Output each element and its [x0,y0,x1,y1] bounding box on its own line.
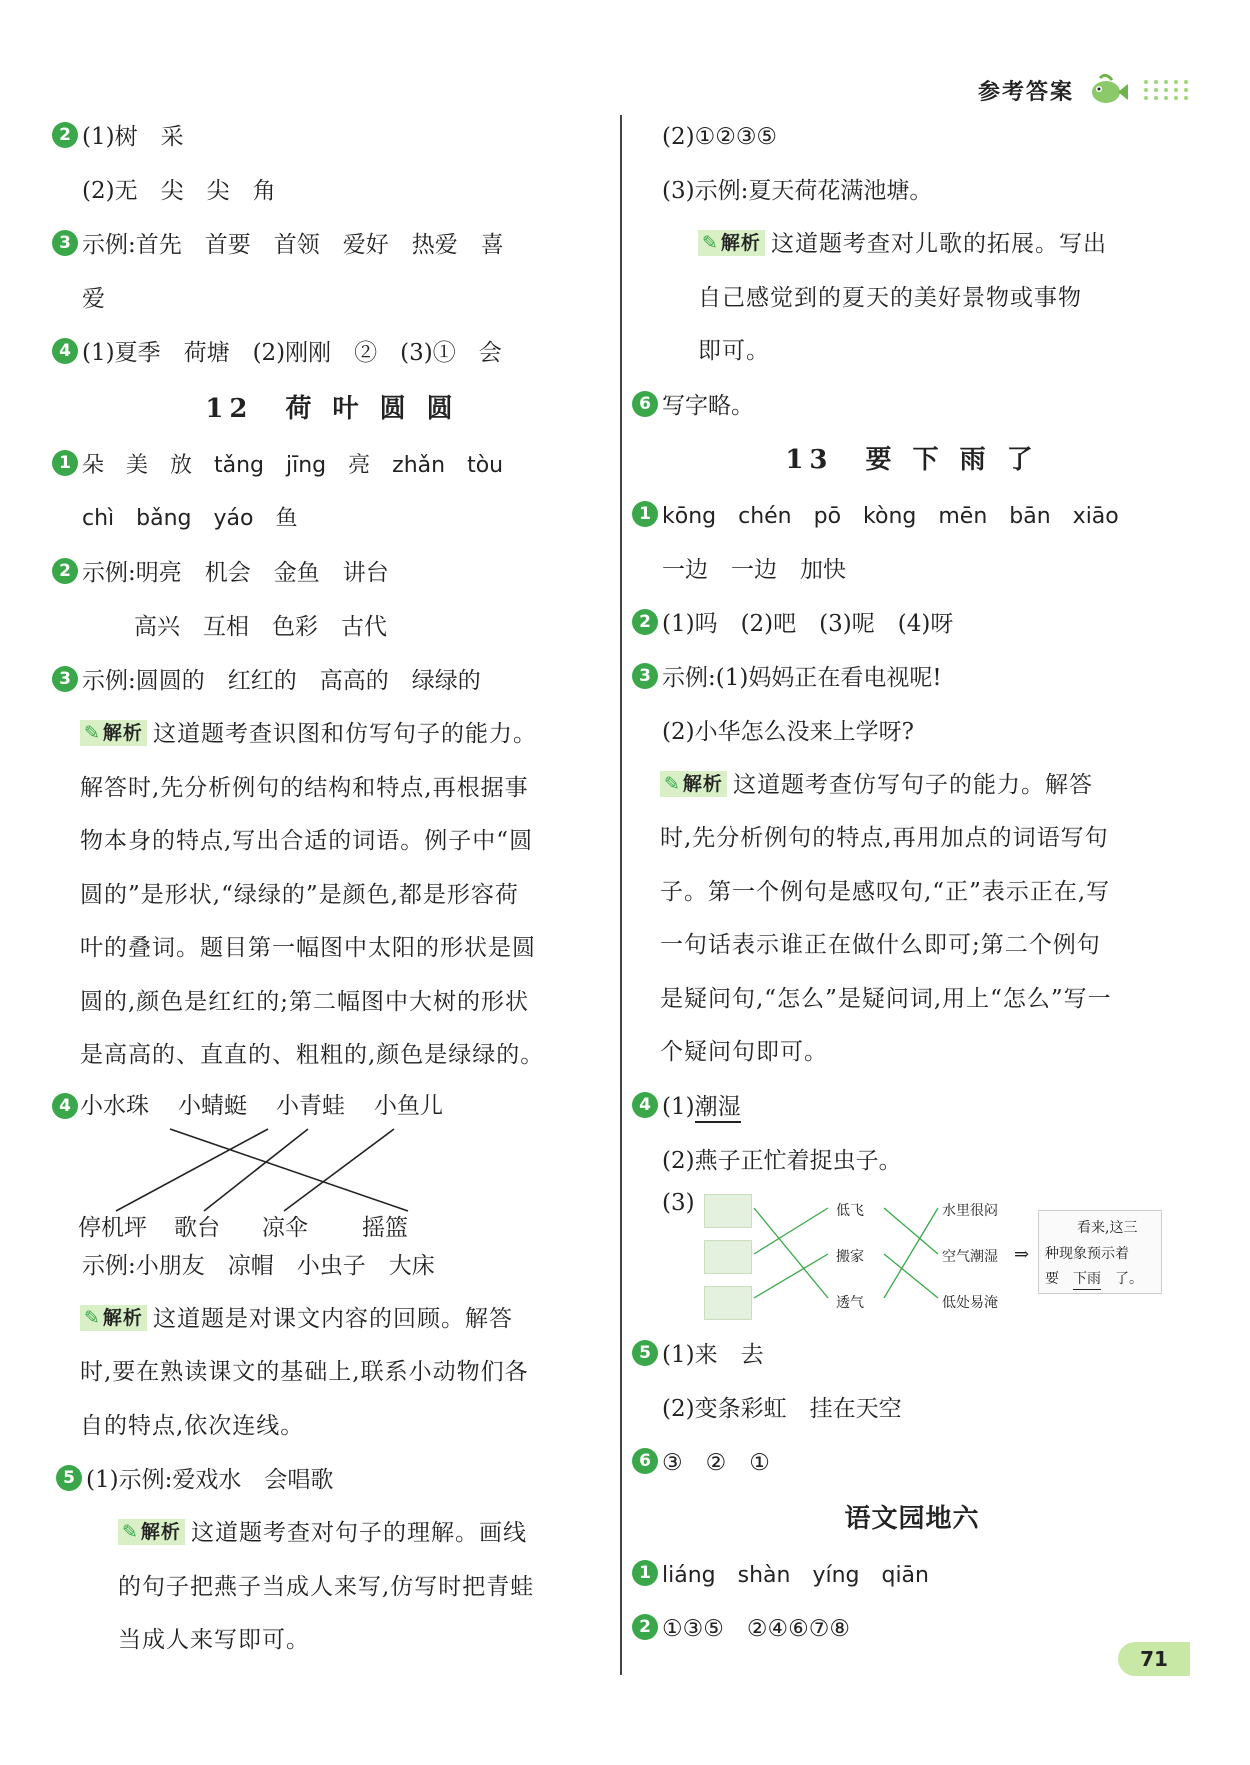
question-number-badge: 5 [632,1340,658,1366]
left-q2-line-a [52,110,612,164]
analysis-text: 这道题考查仿写句子的能力。解答 [732,771,1093,798]
analysis-tag: ✎ 解析 [80,720,147,746]
answer-text: chì bǎng yáo 鱼 [82,506,298,531]
analysis-block [632,218,1192,379]
analysis-text: 当成人来写即可。 [118,1627,310,1653]
analysis-block [52,1507,612,1668]
answer-text: (3)示例:夏天荷花满池塘。 [662,178,933,204]
conclusion-answer: 下雨 [1073,1268,1101,1290]
answer-text: (1) [662,1093,695,1120]
answer-text: (2)燕子正忙着捉虫子。 [662,1147,902,1174]
conclusion-text: 看来,这三 [1077,1219,1138,1236]
match-bottom-item: 摇篮 [362,1214,408,1241]
l12-q5-line [52,1453,612,1507]
analysis-text: 是高高的、直直的、粗粗的,颜色是绿绿的。 [80,1042,545,1068]
answer-text: (2)小华怎么没来上学呀? [662,718,914,745]
question-number-badge: 4 [52,1093,78,1119]
answer-text: 朵 美 放 tǎng jīng 亮 zhǎn tòu [82,453,504,478]
figure-label: (3) [662,1189,695,1216]
analysis-block [52,1293,612,1454]
question-number-badge: 4 [632,1092,658,1118]
analysis-block [52,708,612,1083]
answer-text: (1)吗 (2)吧 (3)呢 (4)呀 [662,610,954,637]
answer-underlined-word: 潮湿 [695,1094,741,1123]
question-number-badge: 2 [52,122,78,148]
column-divider [620,115,622,1675]
analysis-text: 的句子把燕子当成人来写,仿写时把青蛙 [118,1573,535,1600]
l13-q3-line-a [632,651,1192,705]
analysis-text: 这道题考查识图和仿写句子的能力。 [152,721,537,747]
l12-q3-line [52,654,612,708]
pencil-icon: ✎ [84,1306,101,1329]
match-top-item: 小蜻蜓 [178,1092,247,1119]
analysis-text: 一句话表示谁正在做什么即可;第二个例句 [660,932,1101,958]
match-top-item: 小水珠 [80,1092,149,1119]
l13-q5-line-a [632,1328,1192,1382]
answer-text: (1)示例:爱戏水 会唱歌 [86,1467,334,1493]
header-title: 参考答案 [977,79,1074,105]
match-bottom-item: 歌台 [174,1214,220,1241]
answer-text: 写字略。 [662,392,754,419]
analysis-text: 这道题考查对儿歌的拓展。写出 [770,231,1107,257]
analysis-text: 解答时,先分析例句的结构和特点,再根据事 [80,774,529,801]
question-number-badge: 6 [632,391,658,417]
answer-text: (2)无 尖 尖 角 [82,178,276,204]
analysis-tag: ✎ 解析 [660,771,727,797]
analysis-tag: ✎ 解析 [118,1519,185,1545]
pencil-icon: ✎ [122,1521,139,1543]
question-number-badge: 1 [52,450,78,476]
analysis-text: 叶的叠词。题目第一幅图中太阳的形状是圆 [80,935,536,961]
answer-text: (1)来 去 [662,1341,764,1368]
answer-text: liáng shàn yíng qiān [662,1562,929,1588]
analysis-tag: ✎ 解析 [80,1305,147,1331]
answer-text: 示例:首先 首要 首领 爱好 热爱 喜 [82,232,504,258]
arrow-icon: ⇒ [1014,1243,1030,1265]
pencil-icon: ✎ [664,772,681,795]
answer-text: kōng chén pō kòng mēn bān xiāo [662,503,1119,529]
analysis-text: 物本身的特点,写出合适的词语。例子中“圆 [80,828,534,854]
l13-q2-line [632,597,1192,651]
l13-q1-line-a [632,489,1192,543]
answer-text: 一边 一边 加快 [662,556,846,583]
question-number-badge: 3 [52,230,78,256]
matching-figure [632,1188,1192,1328]
section-title: 13 要 下 雨 了 [785,444,1039,475]
pencil-icon: ✎ [702,232,719,254]
conclusion-text: 种现象预示着 [1045,1245,1129,1262]
analysis-text: 时,要在熟读课文的基础上,联系小动物们各 [80,1359,529,1385]
question-number-badge: 2 [52,558,78,584]
analysis-text: 这道题是对课文内容的回顾。解答 [152,1305,513,1332]
answer-text: 爱 [82,286,105,312]
analysis-tag: ✎ 解析 [698,230,765,256]
answer-text: (2)变条彩虹 挂在天空 [662,1395,902,1422]
left-q4-line [52,326,612,380]
analysis-text: 自的特点,依次连线。 [80,1412,305,1439]
figure-right-item: 水里很闷 [942,1202,998,1219]
figure-right-item: 低处易淹 [942,1294,998,1311]
analysis-text: 时,先分析例句的特点,再用加点的词语写句 [660,825,1109,851]
analysis-text: 圆的,颜色是红红的;第二幅图中大树的形状 [80,988,530,1015]
page-number: 71 [1118,1642,1190,1676]
match-bottom-item: 停机坪 [78,1214,147,1241]
question-number-badge: 5 [56,1465,82,1491]
match-top-item: 小青蛙 [276,1092,345,1119]
question-number-badge: 1 [632,1560,658,1586]
header-dots-decoration [1144,80,1190,100]
answer-text: 示例:圆圆的 红红的 高高的 绿绿的 [82,668,481,694]
analysis-block [632,759,1192,1080]
question-number-badge: 2 [632,1614,658,1640]
analysis-text: 子。第一个例句是感叹句,“正”表示正在,写 [660,878,1111,905]
analysis-text: 这道题考查对句子的理解。画线 [190,1520,527,1546]
yw-q2-line [632,1602,1192,1656]
question-number-badge: 6 [632,1448,658,1474]
figure-mid-item: 搬家 [836,1248,864,1265]
conclusion-box [1038,1210,1162,1294]
answer-text: 示例:小朋友 凉帽 小虫子 大床 [82,1252,435,1279]
match-top-item: 小鱼儿 [374,1092,443,1119]
analysis-text: 圆的”是形状,“绿绿的”是颜色,都是形容荷 [80,881,519,908]
question-number-badge: 1 [632,501,658,527]
section-title: 语文园地六 [844,1503,980,1534]
section-title: 12 荷 叶 圆 圆 [205,394,459,424]
analysis-text: 自己感觉到的夏天的美好景物或事物 [698,284,1082,311]
question-number-badge: 2 [632,609,658,635]
answer-text: ③ ② ① [662,1449,770,1476]
answer-text: (1)树 采 [82,124,184,150]
answer-text: 示例:(1)妈妈正在看电视呢! [662,664,942,691]
figure-mid-item: 低飞 [836,1202,864,1219]
conclusion-text: 了。 [1115,1270,1143,1287]
right-column [632,110,1192,1656]
page-header [978,68,1190,112]
figure-mid-item: 透气 [836,1294,864,1311]
answer-text: ①③⑤ ②④⑥⑦⑧ [662,1615,850,1642]
pencil-icon: ✎ [84,722,101,744]
l12-q1-line-a [52,438,612,492]
answer-text: 示例:明亮 机会 金鱼 讲台 [82,560,389,586]
question-number-badge: 3 [52,666,78,692]
fish-mascot-icon [1084,70,1130,110]
conclusion-text: 要 [1045,1270,1059,1287]
l13-q6-line [632,1436,1192,1490]
analysis-text: 个疑问句即可。 [660,1039,828,1065]
left-q3-line-a [52,218,612,272]
fish-thumbnail-image [704,1286,752,1320]
answer-text: 高兴 互相 色彩 古代 [134,614,387,640]
analysis-text: 是疑问句,“怎么”是疑问词,用上“怎么”写一 [660,985,1112,1012]
question-number-badge: 4 [52,338,78,364]
question-number-badge: 3 [632,663,658,689]
l12-q2-line-a [52,546,612,600]
ants-thumbnail-image [704,1240,752,1274]
answer-text: (2)①②③⑤ [662,124,778,150]
left-column [52,110,612,1668]
matching-exercise [52,1083,612,1241]
swallow-thumbnail-image [704,1194,752,1228]
l13-q4-line-a [632,1080,1192,1134]
analysis-text: 即可。 [698,338,770,364]
yw-q1-line [632,1548,1192,1602]
r-q6-line [632,379,1192,433]
answer-text: (1)夏季 荷塘 (2)刚刚 ② (3)① 会 [82,340,502,366]
match-bottom-item: 凉伞 [262,1214,308,1241]
figure-right-item: 空气潮湿 [942,1248,998,1265]
